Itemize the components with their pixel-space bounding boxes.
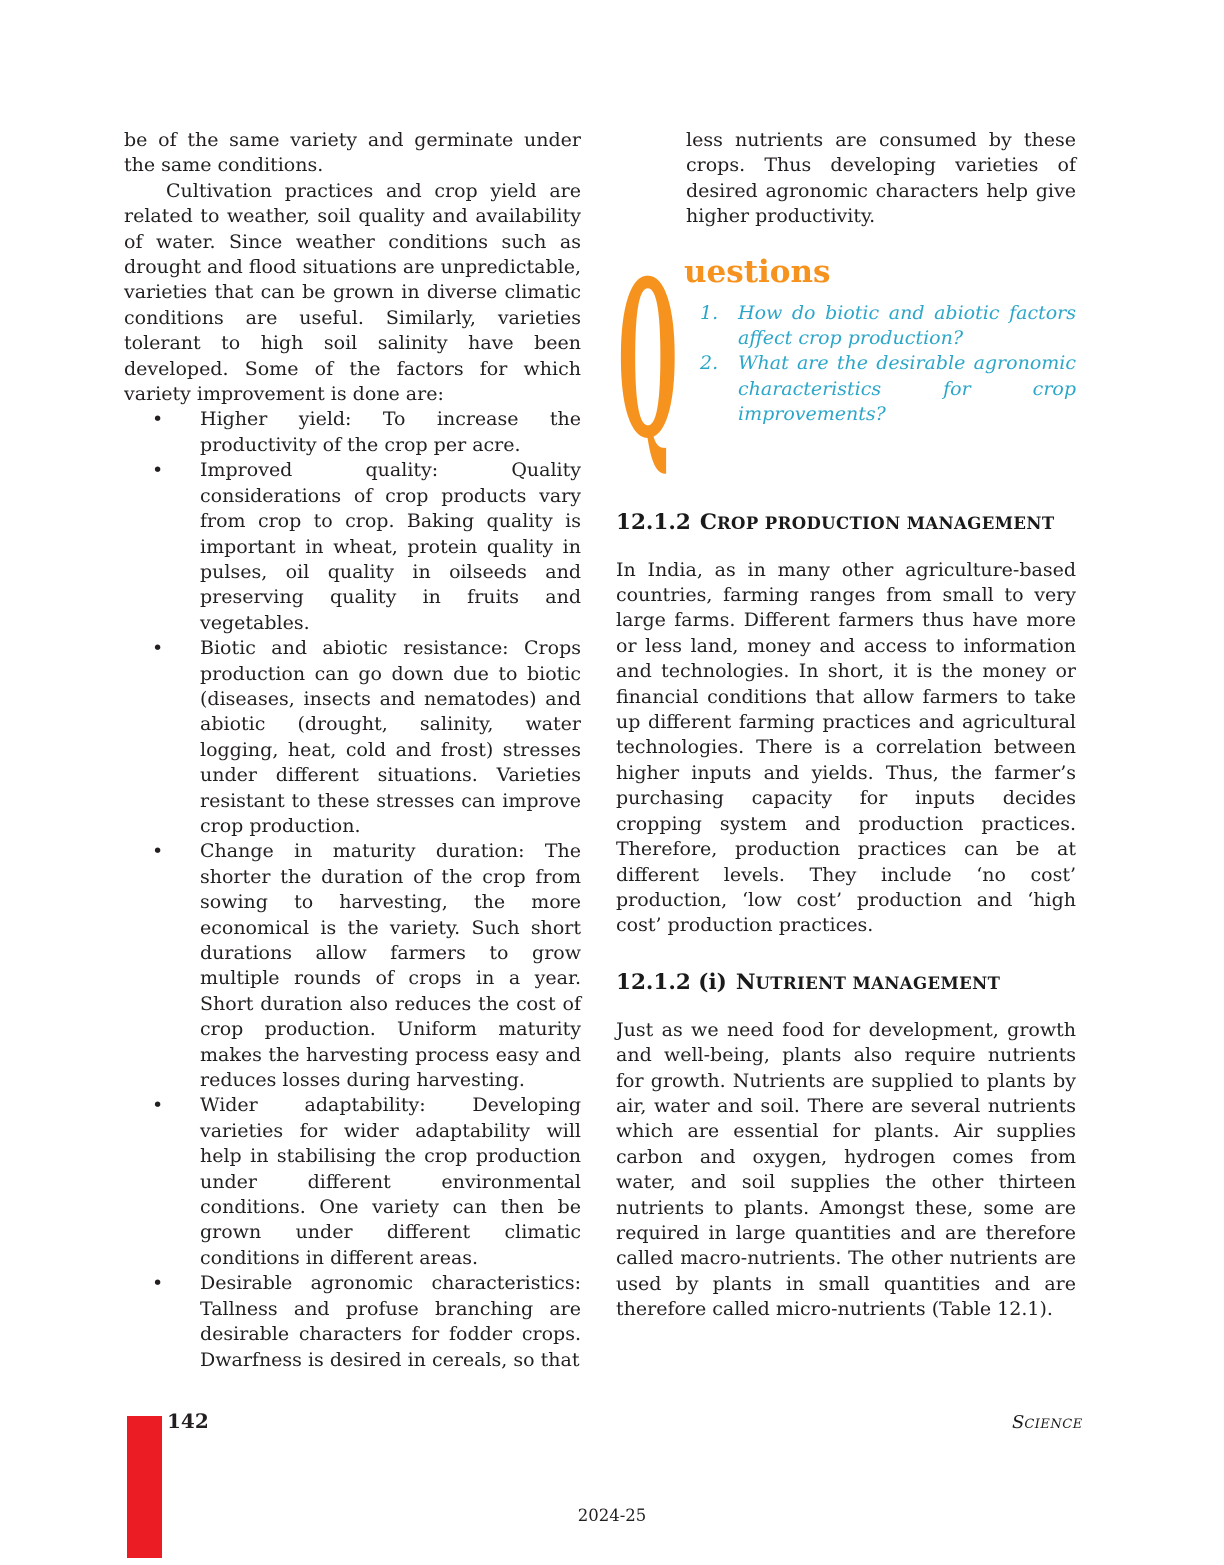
bullet-icon: • xyxy=(152,840,164,863)
crop-production-management-paragraph: In India, as in many other agriculture-based countries, farming ranges from small to very large farms. Different farmers thus have more or less land, money and access to information and technologies. In short, it is the money or financial conditions that allow farmers to take up different farming practices and agricultural technologies. There is a correlation between higher inputs and yields. Thus, the farmer’s purchasing capacity for inputs decides cropping system and production practices. Therefore, production practices can be at different levels. They include ‘no cost’ production, ‘low cost’ production and ‘high cost’ production practices. xyxy=(616,558,1076,937)
bullet-text-biotic-abiotic: Biotic and abiotic resistance: Crops production can go down due to biotic (diseases, insects and nematodes) and abiotic (drought, salinity, water logging, heat, cold and frost) stresses under different situations. Varieties resistant to these stresses can improve crop production. xyxy=(200,637,581,837)
question-text: What are the desirable agronomic characteristics for crop improvements? xyxy=(738,352,1076,426)
questions-list xyxy=(700,301,1076,428)
question-text: How do biotic and abiotic factors affect crop production? xyxy=(738,301,1076,350)
variety-improvement-bullet-list xyxy=(124,407,581,1372)
list-item xyxy=(124,458,581,636)
section-number: 12.1.2 (i) xyxy=(616,969,727,995)
footer-science-label xyxy=(1012,1412,1083,1433)
bullet-icon: • xyxy=(152,408,164,431)
right-paragraph-continuation: less nutrients are consumed by these crops. Thus developing varieties of desired agronomic characters help give higher productivity. xyxy=(686,129,1076,228)
question-item xyxy=(700,351,1076,427)
bullet-text-improved-quality: Improved quality: Quality considerations of crop products vary from crop to crop. Baking quality is important in wheat, protein quality in pulses, oil quality in oilseeds and preserving quality in fruits and vegetables. xyxy=(200,459,581,634)
list-item xyxy=(124,1271,581,1373)
question-item xyxy=(700,301,1076,352)
section-number: 12.1.2 xyxy=(616,509,691,535)
bullet-text-wider-adaptability: Wider adaptability: Developing varieties for wider adaptability will help in stabilising the crop production under different environmental conditions. One variety can then be grown under different climatic conditions in different areas. xyxy=(200,1094,581,1269)
questions-heading: uestions xyxy=(684,253,831,290)
questions-box xyxy=(616,232,1076,486)
decorative-q-glyph: Q xyxy=(618,232,678,486)
list-item xyxy=(124,839,581,1093)
footer-red-bar xyxy=(127,1416,162,1558)
section-title: ROP PRODUCTION MANAGEMENT xyxy=(716,513,1055,533)
left-column xyxy=(124,128,581,1373)
question-number: 1. xyxy=(700,301,719,324)
footer-science-rest: CIENCE xyxy=(1024,1417,1083,1432)
bullet-icon: • xyxy=(152,1272,164,1295)
bullet-text-higher-yield: Higher yield: To increase the productivity of the crop per acre. xyxy=(200,408,581,456)
left-paragraph-continuation: be of the same variety and germinate under the same conditions. xyxy=(124,129,581,177)
bullet-text-maturity-duration: Change in maturity duration: The shorter the duration of the crop from sowing to harvesting, the more economical is the variety. Such short durations allow farmers to grow multiple rounds of crops in a year. Short duration also reduces the cost of crop production. Uniform maturity makes the harvesting process easy and reduces losses during harvesting. xyxy=(200,840,581,1092)
bullet-icon: • xyxy=(152,1094,164,1117)
section-title-initial: N xyxy=(735,969,756,995)
question-number: 2. xyxy=(700,352,719,375)
bullet-icon: • xyxy=(152,637,164,660)
list-item xyxy=(124,407,581,458)
nutrient-management-paragraph: Just as we need food for development, growth and well-being, plants also require nutrients for growth. Nutrients are supplied to plants by air, water and soil. There are several nutrients which are essential for plants. Air supplies carbon and oxygen, hydrogen comes from water, and soil supplies the other thirteen nutrients to plants. Amongst these, some are required in large quantities and are therefore called macro-nutrients. The other nutrients are used by plants in small quantities and are therefore called micro-nutrients (Table 12.1). xyxy=(616,1018,1076,1321)
bullet-text-agronomic-characteristics: Desirable agronomic characteristics: Tallness and profuse branching are desirable characters for fodder crops. Dwarfness is desired in cereals, so that xyxy=(200,1272,581,1371)
footer-science-initial: S xyxy=(1012,1412,1025,1433)
list-item xyxy=(124,1093,581,1271)
list-item xyxy=(124,636,581,839)
left-paragraph-cultivation: Cultivation practices and crop yield are related to weather, soil quality and availability of water. Since weather conditions such as drought and flood situations are unpredictable, varieties that can be grown in diverse climatic conditions are useful. Similarly, varieties tolerant to high soil salinity have been developed. Some of the factors for which variety improvement is done are: xyxy=(124,179,581,406)
footer-edition-year: 2024-25 xyxy=(577,1506,647,1525)
page-number: 142 xyxy=(167,1409,209,1433)
section-heading-nutrient-management xyxy=(616,969,1076,997)
section-heading-crop-production-management xyxy=(616,509,1076,537)
section-title: UTRIENT MANAGEMENT xyxy=(755,973,1001,993)
right-column xyxy=(616,128,1076,1323)
bullet-icon: • xyxy=(152,459,164,482)
section-title-initial: C xyxy=(699,509,717,535)
